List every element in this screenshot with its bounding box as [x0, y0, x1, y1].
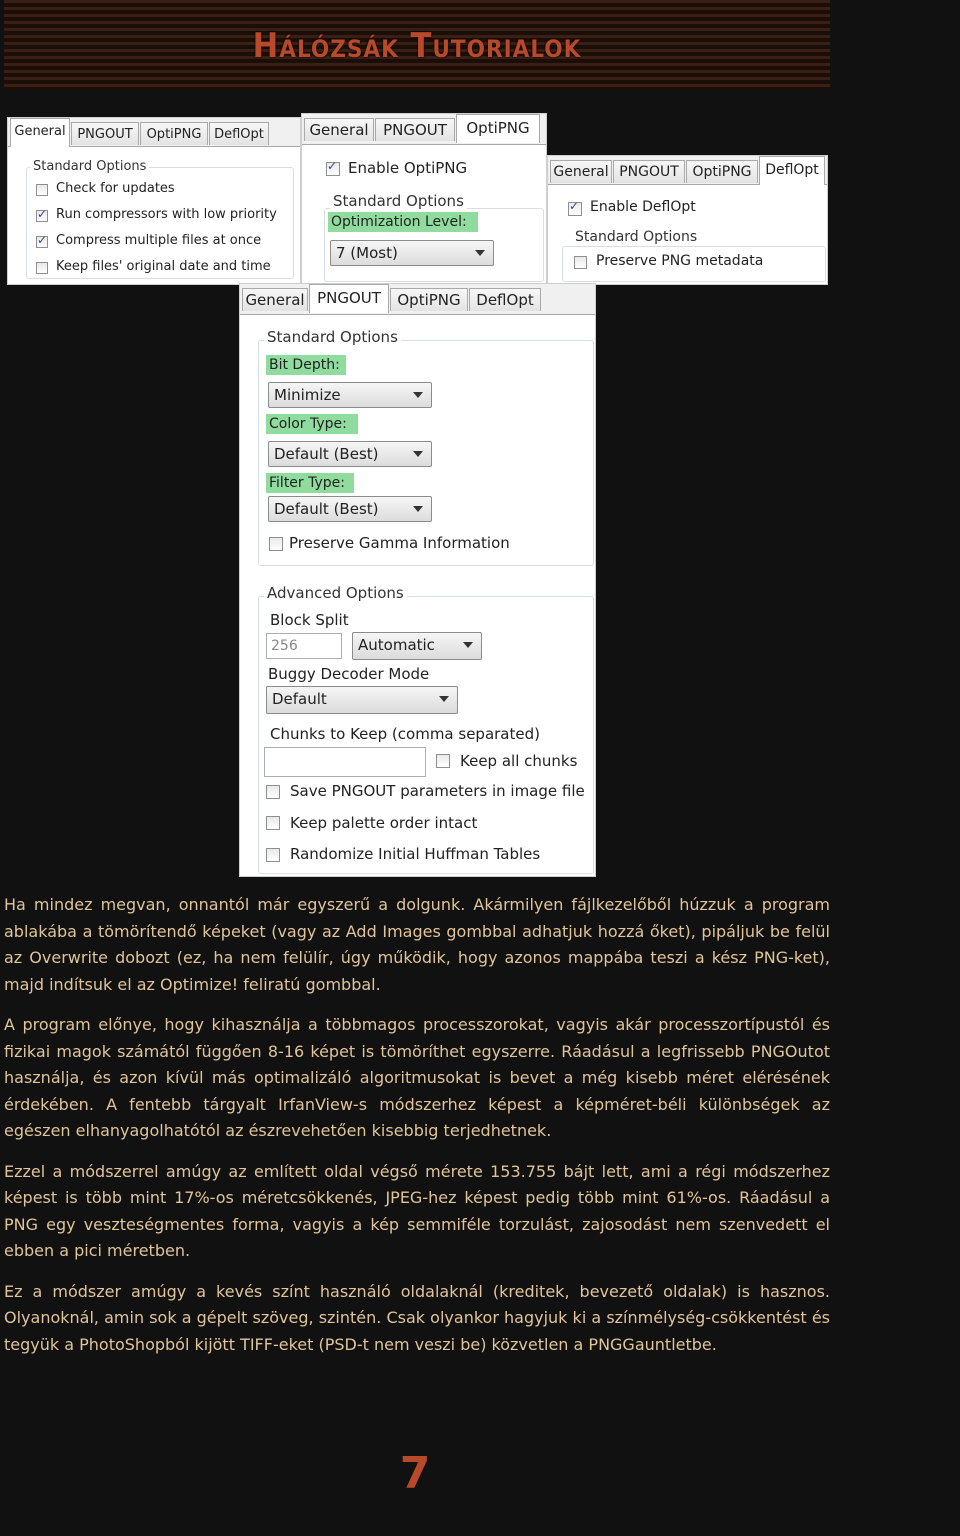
block-split-mode-dropdown[interactable]: [352, 632, 482, 660]
deflopt-settings-panel: [548, 156, 827, 284]
paragraph-3: Ezzel a módszerrel amúgy az említett oldal végső mérete 153.755 bájt lett, ami a régi módszerhez képest is több mint 17%-os méretcsökkenés, JPEG-hez képest pedig több mint 61%-os. Ráadásul a PNG egy veszteségmentes forma, vagyis a kép semmiféle torzulást, zajosodást nem szenvedett el ebben a pici méretben.: [4, 1161, 830, 1260]
general-settings-panel: [8, 118, 300, 284]
pngout-settings-panel: [240, 284, 595, 876]
color-type-dropdown[interactable]: [268, 441, 432, 467]
tab-bar: [302, 114, 546, 145]
optimization-level-dropdown[interactable]: [330, 240, 494, 266]
paragraph-1: Ha mindez megvan, onnantól már egyszerű a dolgunk. Akármilyen fájlkezelőből húzzuk a program ablakába a tömörítendő képeket (vagy az Add Images gombbal adhatjuk hozzá őket), pipáljuk be felül az Overwrite dobozt (ez, ha nem felülír, úgy működik, hogy azonos mappába teszi a kész PNG-ket), majd indítsuk el az Optimize! feliratú gombbal.: [4, 895, 830, 994]
randomize-huffman-checkbox[interactable]: [266, 848, 280, 862]
color-type-value: Default (Best): [274, 445, 379, 463]
color-type-label: Color Type:: [266, 414, 358, 434]
chevron-down-icon: [463, 642, 473, 648]
buggy-decoder-value: Default: [272, 690, 327, 708]
enable-deflopt-checkbox[interactable]: [568, 202, 582, 216]
tab-optipng[interactable]: OptiPNG: [140, 122, 208, 145]
page-number: 7: [399, 1448, 431, 1499]
multiple-files-checkbox[interactable]: [36, 236, 48, 248]
low-priority-checkbox[interactable]: [36, 210, 48, 222]
enable-optipng-label: Enable OptiPNG: [348, 159, 468, 177]
chunks-to-keep-label: Chunks to Keep (comma separated): [270, 725, 540, 743]
save-params-label: Save PNGOUT parameters in image file: [290, 782, 585, 800]
check-updates-label: Check for updates: [56, 181, 175, 196]
standard-options-label: Standard Options: [264, 328, 401, 346]
bit-depth-label: Bit Depth:: [266, 355, 346, 375]
check-updates-checkbox[interactable]: [36, 184, 48, 196]
preserve-gamma-checkbox[interactable]: [269, 537, 283, 551]
buggy-decoder-dropdown[interactable]: [266, 686, 458, 714]
standard-options-label: Standard Options: [330, 192, 467, 210]
tab-bar: [548, 156, 827, 185]
multiple-files-label: Compress multiple files at once: [56, 233, 262, 248]
advanced-options-label: Advanced Options: [264, 584, 407, 602]
bit-depth-value: Minimize: [274, 386, 341, 404]
tab-deflopt[interactable]: DeflOpt: [209, 122, 269, 145]
filter-type-value: Default (Best): [274, 500, 379, 518]
tab-optipng[interactable]: OptiPNG: [456, 114, 540, 143]
tab-deflopt[interactable]: DeflOpt: [469, 288, 541, 311]
save-params-checkbox[interactable]: [266, 785, 280, 799]
tab-general[interactable]: General: [550, 160, 612, 183]
article-body: [4, 892, 830, 1372]
tab-general[interactable]: General: [304, 118, 374, 141]
chevron-down-icon: [475, 250, 485, 256]
keep-all-chunks-label: Keep all chunks: [460, 752, 578, 770]
low-priority-label: Run compressors with low priority: [56, 207, 277, 222]
buggy-decoder-label: Buggy Decoder Mode: [268, 665, 430, 683]
chunks-to-keep-input[interactable]: [264, 747, 426, 777]
tab-pngout[interactable]: PNGOUT: [71, 122, 139, 145]
standard-options-label: Standard Options: [572, 229, 700, 245]
optimization-level-value: 7 (Most): [336, 244, 398, 262]
tab-pngout[interactable]: PNGOUT: [309, 284, 389, 313]
enable-optipng-check: [326, 162, 340, 176]
filter-type-dropdown[interactable]: [268, 496, 432, 522]
paragraph-4: Ez a módszer amúgy a kevés színt használó oldalaknál (kreditek, bevezető oldalak) is hasznos. Olyanoknál, amin sok a gépelt szöveg, szintén. Csak olyankor hagyjuk ki a színmélység-csökkentést és tegyük a PhotoShopból kijött TIFF-eket (PSD-t nem veszi be) közvetlen a PNGGauntletbe.: [4, 1281, 830, 1354]
enable-deflopt-label: Enable DeflOpt: [590, 199, 696, 215]
tab-general[interactable]: General: [10, 118, 70, 147]
chevron-down-icon: [413, 451, 423, 457]
preserve-gamma-label: Preserve Gamma Information: [289, 534, 510, 552]
header-title: Hálózsák Tutorialok: [252, 26, 582, 66]
header-banner: [4, 0, 830, 90]
keep-palette-checkbox[interactable]: [266, 816, 280, 830]
tab-bar: [8, 118, 300, 147]
chevron-down-icon: [413, 392, 423, 398]
keep-date-checkbox[interactable]: [36, 262, 48, 274]
keep-palette-label: Keep palette order intact: [290, 814, 478, 832]
preserve-metadata-label: Preserve PNG metadata: [596, 253, 764, 269]
tab-optipng[interactable]: OptiPNG: [686, 160, 758, 183]
paragraph-2: A program előnye, hogy kihasználja a többmagos processzorokat, vagyis akár processzortípustól és fizikai magok számától függően 8-16 képet is tömöríthet egyszerre. Ráadásul a legfrissebb PNGOutot használja, és azon kívül más optimalizáló algoritmusokat is bevet a még kisebb méret elérésének érdekében. A fentebb tárgyalt IrfanView-s módszerhez képest a képméret-béli különbségek az egészen elhanyagolhatótól az észrevehetően kisebbig terjedhetnek.: [4, 1015, 830, 1140]
tab-deflopt[interactable]: DeflOpt: [759, 156, 825, 185]
chevron-down-icon: [439, 696, 449, 702]
tab-pngout[interactable]: PNGOUT: [613, 160, 685, 183]
optipng-settings-panel: [302, 114, 546, 284]
filter-type-label: Filter Type:: [266, 473, 354, 493]
tab-optipng[interactable]: OptiPNG: [390, 288, 468, 311]
keep-date-label: Keep files' original date and time: [56, 259, 271, 274]
tab-general[interactable]: General: [242, 288, 308, 311]
block-split-mode-value: Automatic: [358, 636, 435, 654]
randomize-huffman-label: Randomize Initial Huffman Tables: [290, 845, 541, 863]
optimization-level-label: Optimization Level:: [328, 212, 478, 232]
keep-all-chunks-checkbox[interactable]: [436, 754, 450, 768]
bit-depth-dropdown[interactable]: [268, 382, 432, 408]
standard-options-label: Standard Options: [30, 159, 149, 174]
chevron-down-icon: [413, 506, 423, 512]
tab-bar: [240, 284, 595, 315]
block-split-label: Block Split: [270, 611, 349, 629]
block-split-input[interactable]: 256: [266, 633, 342, 659]
preserve-metadata-checkbox[interactable]: [574, 256, 587, 269]
tab-pngout[interactable]: PNGOUT: [375, 118, 455, 141]
